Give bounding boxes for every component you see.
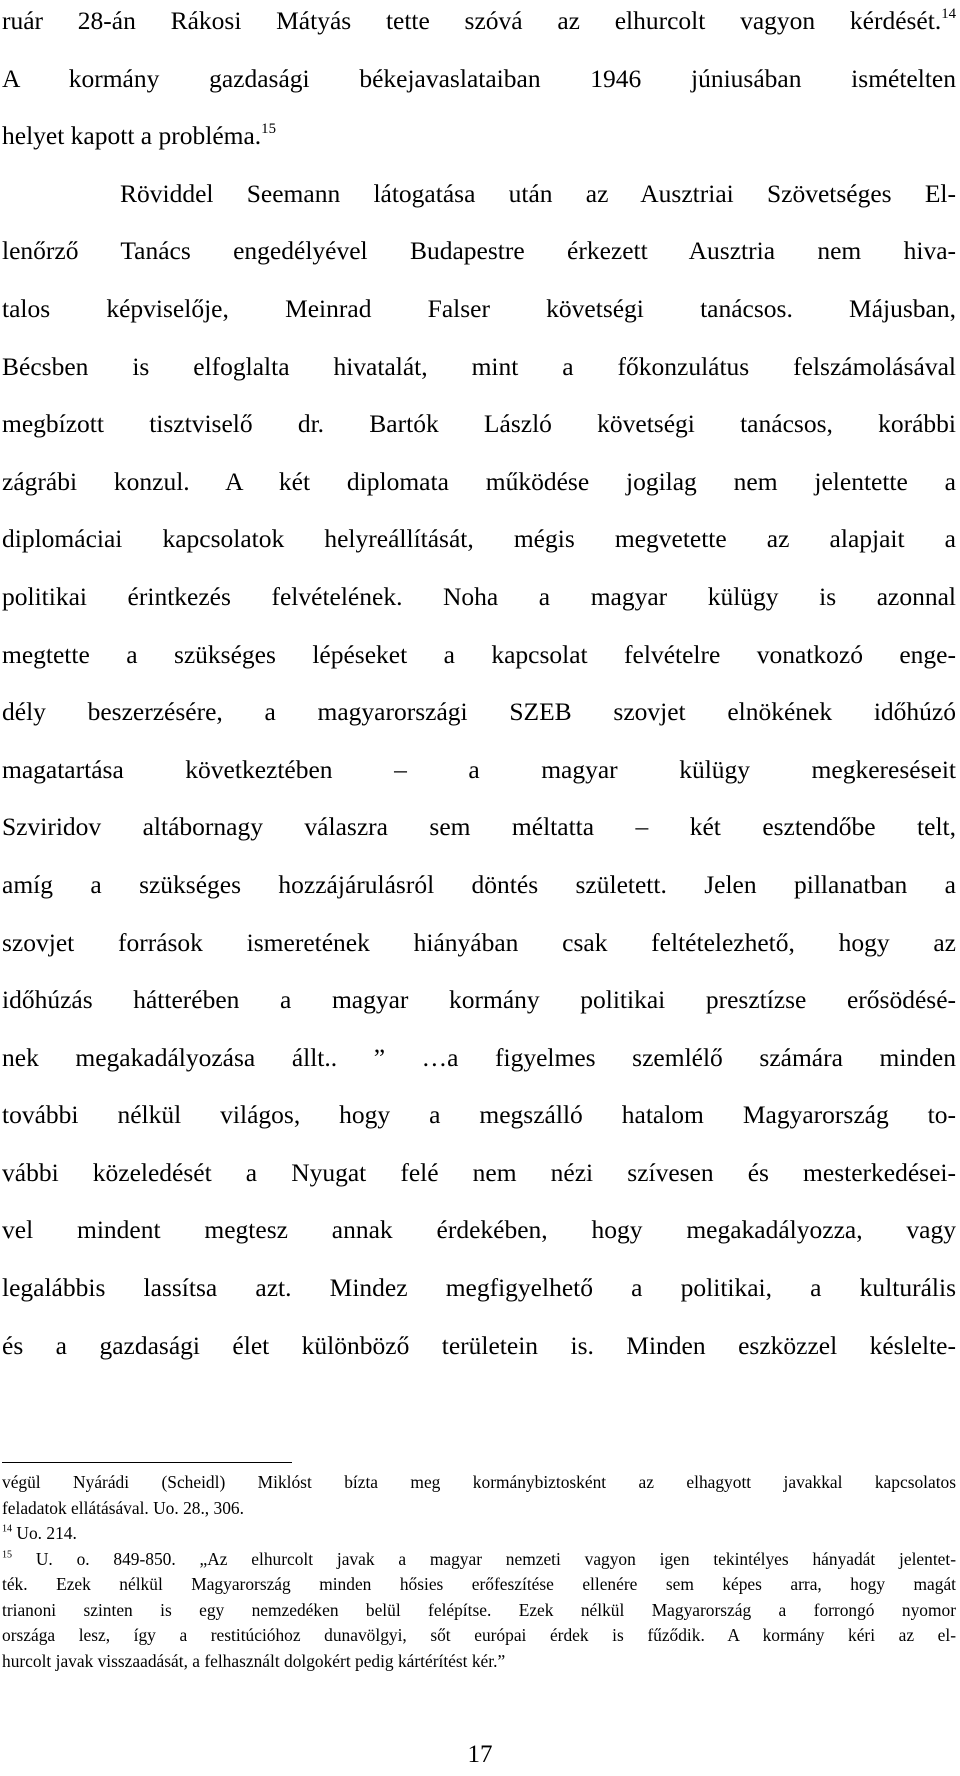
text-line: amíg a szükséges hozzájárulásról döntés született. Jelen pillanatban a bbox=[2, 869, 956, 899]
footnote-line: hurcolt javak visszaadását, a felhasznált dolgokért pedig kártérítést kér.” bbox=[2, 1650, 506, 1671]
text-line: szovjet források ismeretének hiányában csak feltételezhető, hogy az bbox=[2, 927, 956, 957]
text-line: vel mindent megtesz annak érdekében, hogy megakadályozza, vagy bbox=[2, 1215, 956, 1245]
text-line: további nélkül világos, hogy a megszálló hatalom Magyarország to- bbox=[2, 1100, 956, 1130]
footnote-ref[interactable]: 15 bbox=[261, 121, 276, 138]
text-line: legalábbis lassítsa azt. Mindez megfigyelhető a politikai, a kulturális bbox=[2, 1273, 956, 1303]
page-number: 17 bbox=[467, 1741, 493, 1768]
footnote-15 bbox=[2, 1547, 956, 1573]
footnote-ref[interactable]: 14 bbox=[941, 5, 956, 22]
text-line: politikai érintkezés felvételének. Noha a magyar külügy is azonnal bbox=[2, 581, 956, 611]
text-line: megbízott tisztviselő dr. Bartók László követségi tanácsos, korábbi bbox=[2, 409, 956, 439]
text-line: lenőrző Tanács engedélyével Budapestre érkezett Ausztria nem hiva- bbox=[2, 236, 956, 266]
text-line-content: helyet kapott a probléma. bbox=[2, 121, 262, 151]
text-line: Szviridov altábornagy válaszra sem méltatta – két esztendőbe telt, bbox=[2, 812, 956, 842]
text-line: diplomáciai kapcsolatok helyreállítását, mégis megvetette az alapjait a bbox=[2, 524, 956, 554]
footnote-text: Uo. 214. bbox=[12, 1523, 77, 1543]
text-line: és a gazdasági élet különböző területein is. Minden eszközzel késlelte- bbox=[2, 1330, 956, 1360]
footnote-line: trianoni szinten is egy nemzedéken belül felépítse. Ezek nélkül Magyarország a forrongó nyomor bbox=[2, 1599, 956, 1620]
text-line-content: ruár 28-án Rákosi Mátyás tette szóvá az elhurcolt vagyon kérdését. bbox=[2, 6, 942, 35]
footnote-separator bbox=[2, 1462, 292, 1463]
text-line: dély beszerzésére, a magyarországi SZEB szovjet elnökének időhúzó bbox=[2, 697, 956, 727]
text-line: nek megakadályozása állt.. ” …a figyelmes szemlélő számára minden bbox=[2, 1042, 956, 1072]
text-line: A kormány gazdasági békejavaslataiban 1946 júniusában ismételten bbox=[2, 63, 956, 93]
footnote-line: feladatok ellátásával. Uo. 28., 306. bbox=[2, 1497, 244, 1518]
footnote-text: U. o. 849-850. „Az elhurcolt javak a magyar nemzeti vagyon igen tekintélyes hányadát jelentet- bbox=[12, 1548, 956, 1569]
text-line: időhúzás hátterében a magyar kormány politikai presztízse erősödésé- bbox=[2, 985, 956, 1015]
text-line bbox=[2, 0, 956, 58]
body-text bbox=[2, 0, 956, 1382]
footnote-14 bbox=[2, 1521, 956, 1547]
text-line: vábbi közeledését a Nyugat felé nem nézi szívesen és mesterkedései- bbox=[2, 1157, 956, 1187]
footnote-mark: 14 bbox=[2, 1523, 13, 1535]
text-line bbox=[2, 115, 956, 173]
footnote-mark: 15 bbox=[2, 1548, 13, 1560]
footnotes bbox=[2, 1470, 956, 1674]
paragraph-first-line: Röviddel Seemann látogatása után az Ausztriai Szövetséges El- bbox=[120, 178, 956, 208]
text-line: magatartása következtében – a magyar külügy megkereséseit bbox=[2, 754, 956, 784]
footnote-line: végül Nyárádi (Scheidl) Miklóst bízta meg kormánybiztosként az elhagyott javakkal kapcsolatos bbox=[2, 1472, 956, 1492]
text-line: Bécsben is elfoglalta hivatalát, mint a főkonzulátus felszámolásával bbox=[2, 351, 956, 381]
text-line: megtette a szükséges lépéseket a kapcsolat felvételre vonatkozó enge- bbox=[2, 639, 956, 669]
text-line: talos képviselője, Meinrad Falser követségi tanácsos. Májusban, bbox=[2, 293, 956, 323]
footnote-line: országa lesz, így a restitúcióhoz dunavölgyi, sőt európai érdek is fűződik. A kormány kéri az el- bbox=[2, 1625, 956, 1645]
footnote-line: ték. Ezek nélkül Magyarország minden hősies erőfeszítése ellenére sem képes arra, hogy magát bbox=[2, 1574, 956, 1594]
text-line: zágrábi konzul. A két diplomata működése jogilag nem jelentette a bbox=[2, 466, 956, 496]
